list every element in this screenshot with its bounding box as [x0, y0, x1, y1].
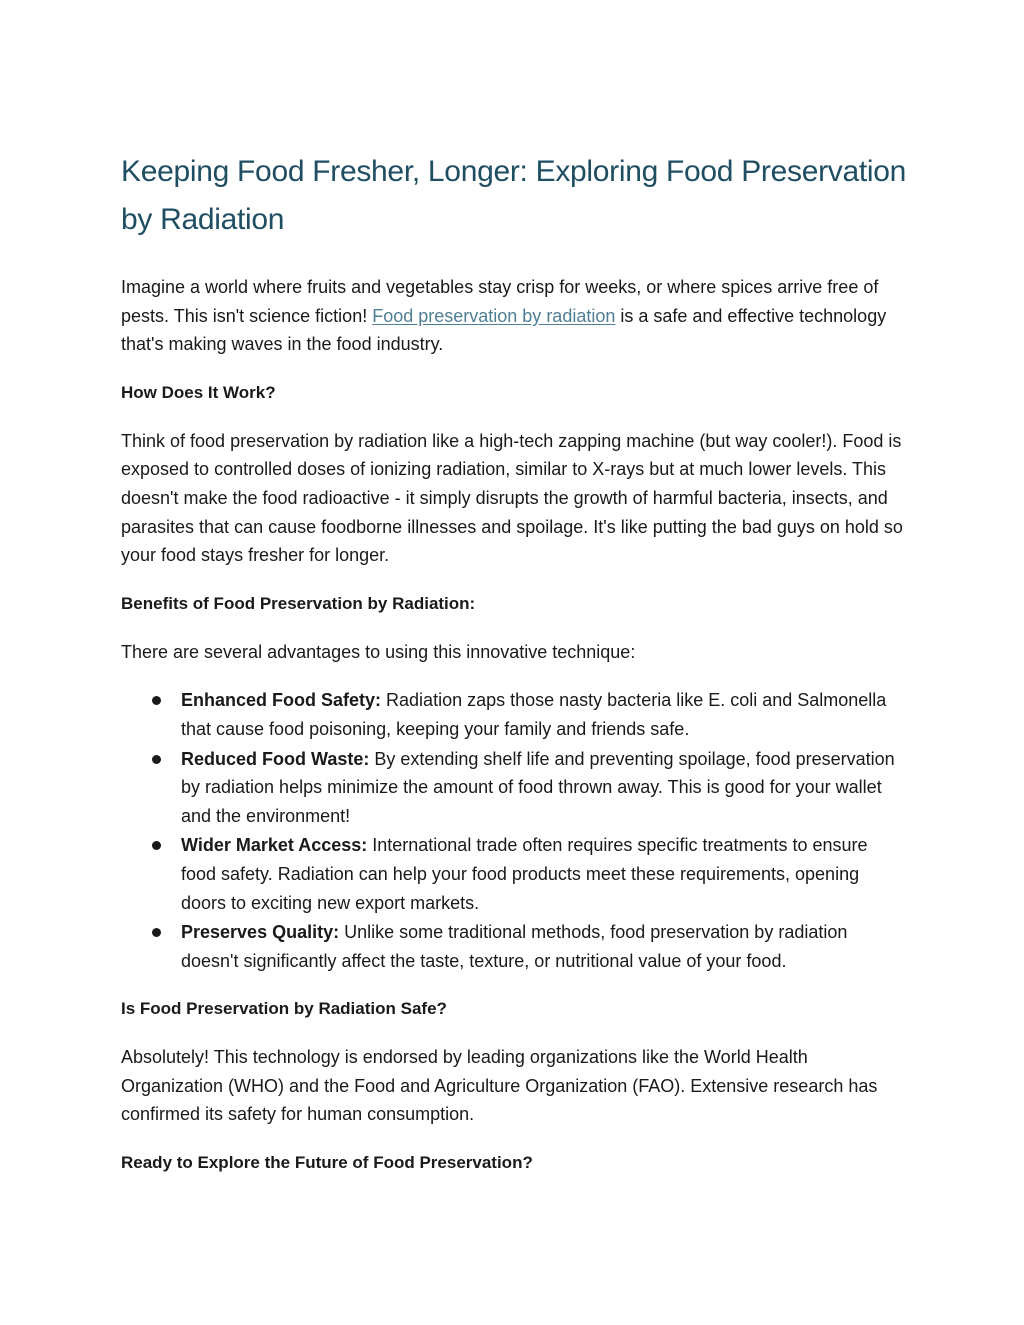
benefits-list — [121, 686, 907, 975]
how-it-works-paragraph: Think of food preservation by radiation like a high-tech zapping machine (but way cooler!). Food is exposed to controlled doses of ionizing radiation, similar to X-rays but at much lower levels. This doesn't make the food radioactive - it simply disrupts the growth of harmful bacteria, insects, and parasites that can cause foodborne illnesses and spoilage. It's like putting the bad guys on hold so your food stays fresher for longer. — [121, 430, 903, 566]
benefits-lead-paragraph: There are several advantages to using this innovative technique: — [121, 641, 636, 662]
heading-benefits: Benefits of Food Preservation by Radiation: — [121, 593, 476, 613]
benefit-item — [121, 686, 907, 743]
benefit-label: Wider Market Access: — [181, 835, 368, 856]
benefit-item — [121, 831, 907, 917]
intro-text-after: is a safe and effective technology that's making waves in the food industry. — [121, 305, 887, 355]
heading-future: Ready to Explore the Future of Food Preservation? — [121, 1153, 533, 1173]
benefit-text: By extending shelf life and preventing spoilage, food preservation by radiation helps minimize the amount of food thrown away. This is good for your wallet and the environment! — [181, 748, 895, 826]
benefit-label: Preserves Quality: — [181, 922, 340, 943]
intro-text-before: Imagine a world where fruits and vegetables stay crisp for weeks, or where spices arrive free of pests. This isn't science fiction! — [121, 277, 879, 326]
benefit-label: Enhanced Food Safety: — [181, 690, 382, 711]
document-page — [121, 148, 907, 1177]
bullet-icon — [152, 928, 161, 937]
benefit-item — [121, 745, 907, 831]
intro-paragraph — [121, 273, 907, 359]
benefit-text: Radiation zaps those nasty bacteria like E. coli and Salmonella that cause food poisoning, keeping your family and friends safe. — [181, 690, 887, 739]
bullet-icon — [152, 841, 161, 850]
food-preservation-link[interactable]: Food preservation by radiation — [372, 305, 616, 326]
benefit-label: Reduced Food Waste: — [181, 748, 370, 769]
page-title: Keeping Food Fresher, Longer: Exploring Food Preservation by Radiation — [121, 155, 907, 236]
benefit-item — [121, 918, 907, 975]
heading-how-it-works: How Does It Work? — [121, 382, 276, 402]
benefit-text: Unlike some traditional methods, food preservation by radiation doesn't significantly affect the taste, texture, or nutritional value of your food. — [181, 922, 848, 971]
heading-safety: Is Food Preservation by Radiation Safe? — [121, 999, 447, 1019]
bullet-icon — [152, 755, 161, 764]
bullet-icon — [152, 696, 161, 705]
benefit-text: International trade often requires specific treatments to ensure food safety. Radiation can help your food products meet these requirements, opening doors to exciting new export markets. — [181, 835, 868, 913]
safety-paragraph: Absolutely! This technology is endorsed by leading organizations like the World Health Organization (WHO) and the Food and Agriculture Organization (FAO). Extensive research has confirmed its safety for human consumption. — [121, 1047, 878, 1125]
